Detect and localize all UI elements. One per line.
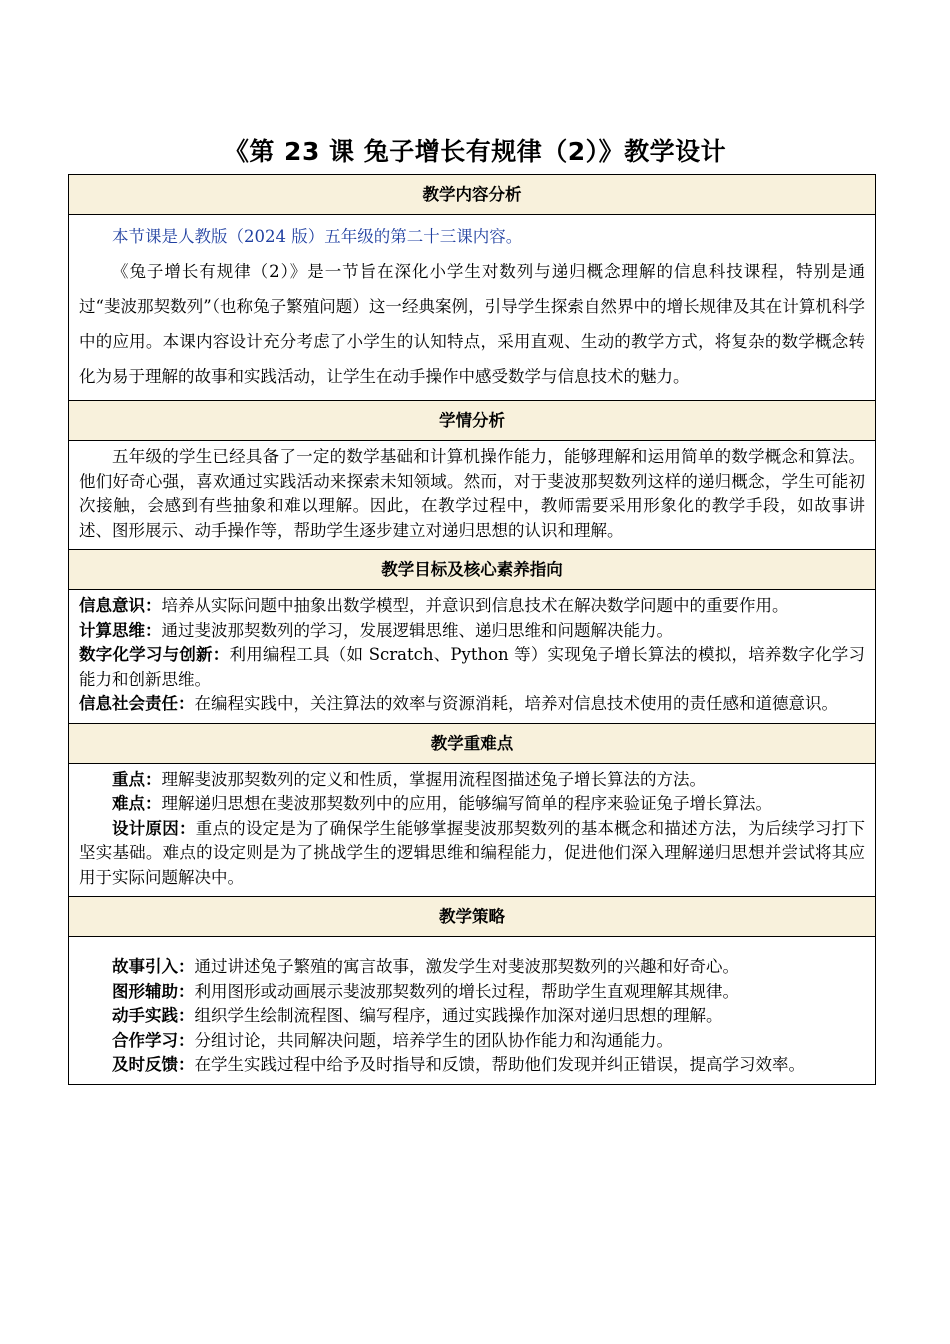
item-label: 图形辅助： [112,981,195,1001]
item-label: 难点： [112,794,162,813]
section-body-strategies [69,937,875,1084]
list-item [79,768,865,793]
item-label: 动手实践： [112,1006,195,1025]
item-text: 通过讲述兔子繁殖的寓言故事，激发学生对斐波那契数列的兴趣和好奇心。 [194,957,739,976]
section-body-content-analysis [69,215,875,401]
item-label: 及时反馈： [112,1055,195,1074]
section-header-strategies: 教学策略 [69,897,875,937]
item-text: 培养从实际问题中抽象出数学模型，并意识到信息技术在解决数学问题中的重要作用。 [161,596,789,615]
page-title: 《第 23 课 兔子增长有规律（2）》教学设计 [223,137,727,166]
section-body-key-points [69,764,875,898]
item-text: 分组讨论，共同解决问题，培养学生的团队协作能力和沟通能力。 [194,1030,673,1050]
item-label: 计算思维： [79,620,162,640]
list-item [79,1053,865,1078]
list-item [79,643,865,692]
list-item [79,594,865,619]
item-label: 信息社会责任： [79,694,195,713]
section-header-content-analysis: 教学内容分析 [69,175,875,215]
list-item [79,980,865,1005]
lesson-plan-table [68,174,876,1085]
list-item [79,817,865,891]
section-header-objectives: 教学目标及核心素养指向 [69,550,875,590]
paragraph: 本节课是人教版（2024 版）五年级的第二十三课内容。 [112,227,523,246]
item-label: 信息意识： [79,596,162,615]
item-text: 理解递归思想在斐波那契数列中的应用，能够编写简单的程序来验证兔子增长算法。 [161,794,772,813]
paragraph: 五年级的学生已经具备了一定的数学基础和计算机操作能力，能够理解和运用简单的数学概念和算法。他们好奇心强，喜欢通过实践活动来探索未知领域。然而，对于斐波那契数列这样的递归概念，学生可能初次接触，会感到有些抽象和难以理解。因此，在教学过程中，教师需要采用形象化的教学手段，如故事讲述、图形展示、动手操作等，帮助学生逐步建立对递归思想的认识和理解。 [79,447,865,540]
section-header-student-analysis: 学情分析 [69,401,875,441]
list-item [79,692,865,717]
paragraph: 《兔子增长有规律（2）》是一节旨在深化小学生对数列与递归概念理解的信息科技课程，特别是通过“斐波那契数列”（也称兔子繁殖问题）这一经典案例，引导学生探索自然界中的增长规律及其在计算机科学中的应用。本课内容设计充分考虑了小学生的认知特点，采用直观、生动的教学方式，将复杂的数学概念转化为易于理解的故事和实践活动，让学生在动手操作中感受数学与信息技术的魅力。 [79,262,865,386]
item-label: 重点： [112,769,162,789]
item-text: 利用图形或动画展示斐波那契数列的增长过程，帮助学生直观理解其规律。 [194,981,739,1001]
item-text: 在编程实践中，关注算法的效率与资源消耗，培养对信息技术使用的责任感和道德意识。 [194,694,838,713]
item-label: 数字化学习与创新： [79,645,230,664]
list-item [79,619,865,644]
item-label: 故事引入： [112,957,195,976]
item-label: 合作学习： [112,1030,195,1050]
item-text: 理解斐波那契数列的定义和性质，掌握用流程图描述兔子增长算法的方法。 [161,769,706,789]
item-text: 组织学生绘制流程图、编写程序，通过实践操作加深对递归思想的理解。 [194,1006,723,1025]
list-item [79,955,865,980]
item-text: 利用编程工具（如 Scratch、Python 等）实现兔子增长算法的模拟，培养数字化学习能力和创新思维。 [79,645,866,689]
item-text: 在学生实践过程中给予及时指导和反馈，帮助他们发现并纠正错误，提高学习效率。 [194,1055,805,1074]
list-item [79,1029,865,1054]
item-text: 重点的设定是为了确保学生能够掌握斐波那契数列的基本概念和描述方法，为后续学习打下坚实基础。难点的设定则是为了挑战学生的逻辑思维和编程能力，促进他们深入理解递归思想并尝试将其应用于实际问题解决中。 [79,818,866,887]
section-body-student-analysis [69,441,875,550]
list-item [79,1004,865,1029]
section-body-objectives [69,590,875,724]
section-header-key-points: 教学重难点 [69,724,875,764]
item-text: 通过斐波那契数列的学习，发展逻辑思维、递归思维和问题解决能力。 [161,620,673,640]
item-label: 设计原因： [112,818,196,838]
list-item [79,792,865,817]
